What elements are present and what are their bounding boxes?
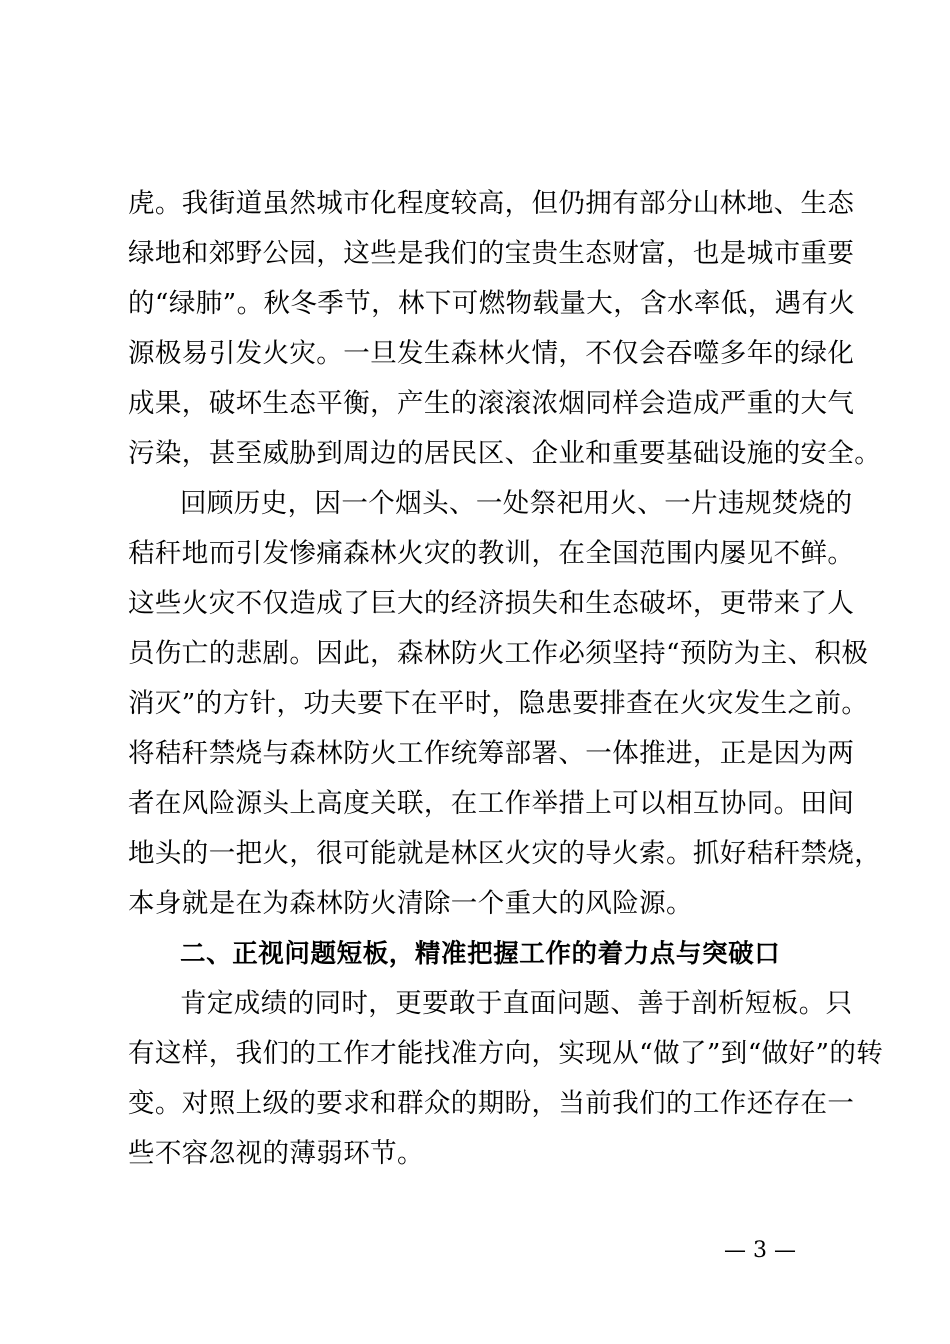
- page-number: — 3 —: [724, 1238, 796, 1263]
- body-text-line: 成果，破坏生态平衡，产生的滚滚浓烟同样会造成严重的大气: [128, 388, 855, 419]
- body-text-line: 本身就是在为森林防火清除一个重大的风险源。: [128, 888, 693, 919]
- body-text-line: 污染，甚至威胁到周边的居民区、企业和重要基础设施的安全。: [128, 438, 882, 469]
- body-text-line: 消灭”的方针，功夫要下在平时，隐患要排查在火灾发生之前。: [128, 688, 869, 719]
- body-text-line: 虎。我街道虽然城市化程度较高，但仍拥有部分山林地、生态: [128, 188, 855, 219]
- body-text-line: 将秸秆禁烧与森林防火工作统筹部署、一体推进，正是因为两: [128, 738, 855, 769]
- body-text-line: 源极易引发火灾。一旦发生森林火情，不仅会吞噬多年的绿化: [128, 338, 855, 369]
- body-text-line: 变。对照上级的要求和群众的期盼，当前我们的工作还存在一: [128, 1088, 855, 1119]
- paragraph-first-line: 回顾历史，因一个烟头、一处祭祀用火、一片违规焚烧的: [180, 488, 853, 519]
- body-text-line: 有这样，我们的工作才能找准方向，实现从“做了”到“做好”的转: [128, 1038, 884, 1069]
- body-text-line: 员伤亡的悲剧。因此，森林防火工作必须坚持“预防为主、积极: [128, 638, 869, 669]
- body-text-line: 地头的一把火，很可能就是林区火灾的导火索。抓好秸秆禁烧，: [128, 838, 882, 869]
- body-text-line: 者在风险源头上高度关联，在工作举措上可以相互协同。田间: [128, 788, 855, 819]
- body-text-line: 这些火灾不仅造成了巨大的经济损失和生态破坏，更带来了人: [128, 588, 855, 619]
- body-text-line: 的“绿肺”。秋冬季节，林下可燃物载量大，含水率低，遇有火: [128, 288, 856, 319]
- body-text-line: 绿地和郊野公园，这些是我们的宝贵生态财富，也是城市重要: [128, 238, 855, 269]
- body-text-line: 秸秆地而引发惨痛森林火灾的教训，在全国范围内屡见不鲜。: [128, 538, 855, 569]
- section-heading: 二、正视问题短板，精准把握工作的着力点与突破口: [180, 939, 781, 969]
- body-text-line: 些不容忽视的薄弱环节。: [128, 1138, 424, 1169]
- paragraph-first-line: 肯定成绩的同时，更要敢于直面问题、善于剖析短板。只: [180, 988, 853, 1019]
